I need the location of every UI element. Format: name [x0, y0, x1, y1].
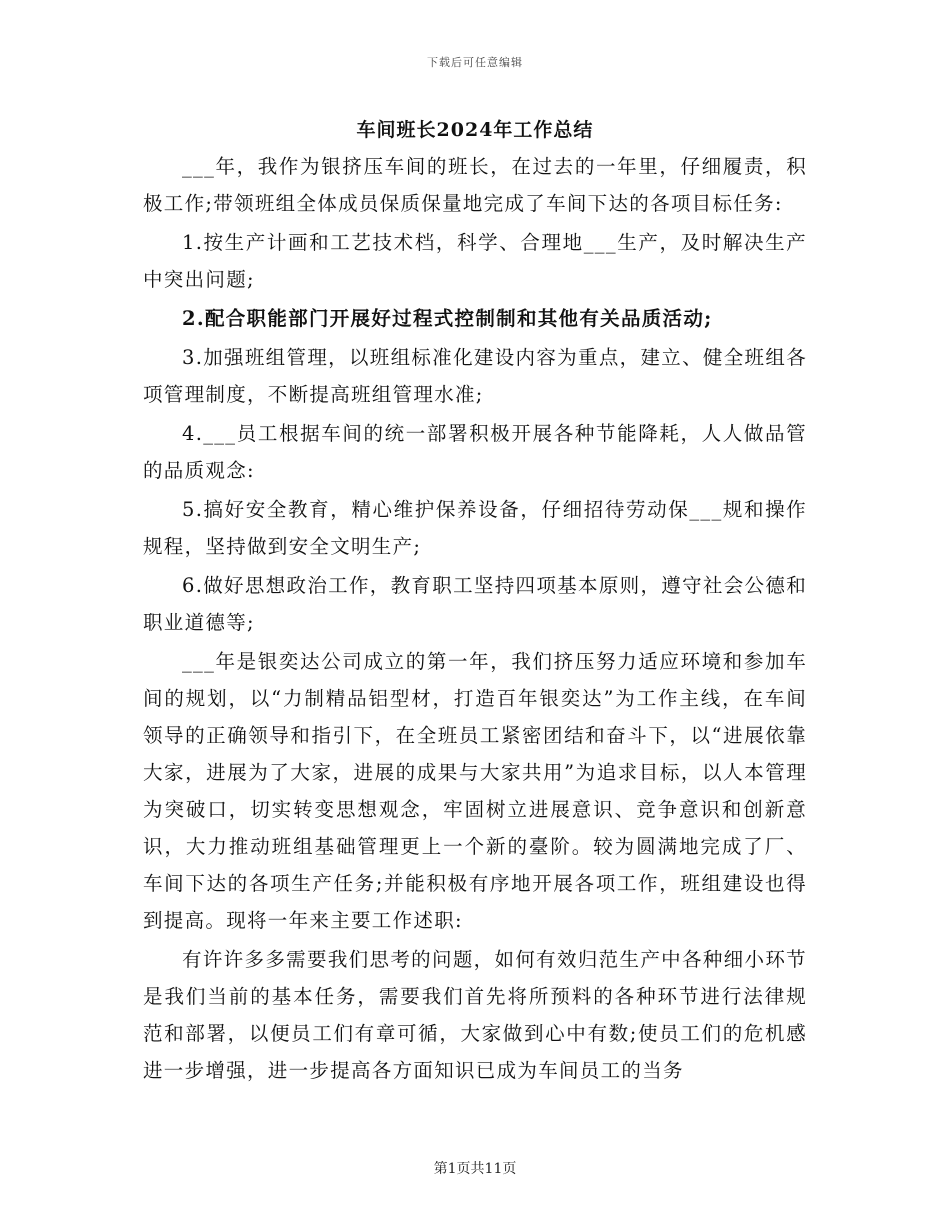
page-number: 第1页共11页 [433, 1161, 517, 1177]
paragraph-item-4: 4.___员工根据车间的统一部署积极开展各种节能降耗，人人做品管的品质观念: [143, 422, 807, 482]
paragraph-item-6: 6.做好思想政治工作，教育职工坚持四项基本原则，遵守社会公德和职业道德等; [143, 574, 807, 634]
paragraph-item-1: 1.按生产计画和工艺技术档，科学、合理地___生产，及时解决生产中突出问题; [143, 231, 807, 291]
paragraph-item-2: 2.配合职能部门开展好过程式控制制和其他有关品质活动; [182, 307, 713, 330]
document-title: 车间班长2024年工作总结 [356, 119, 594, 141]
paragraph-reflection: 有许许多多需要我们思考的问题，如何有效归范生产中各种细小环节是我们当前的基本任务，需要我们首先将所预料的各种环节进行法律规范和部署，以便员工们有章可循，大家做到心中有数;使员工们的危机感进一步增强，进一步提高各方面知识已成为车间员工的当务 [143, 948, 807, 1082]
page-header: 下载后可任意编辑 [427, 56, 523, 69]
paragraph-overview: ___年是银奕达公司成立的第一年，我们挤压努力适应环境和参加车间的规划，以“力制精品铝型材，打造百年银奕达”为工作主线，在车间领导的正确领导和指引下，在全班员工紧密团结和奋斗下，以“进展依靠大家，进展为了大家，进展的成果与大家共用”为追求目标，以人本管理为突破口，切实转变思想观念，牢固树立进展意识、竞争意识和创新意识，大力推动班组基础管理更上一个新的臺阶。较为圆满地完成了厂、车间下达的各项生产任务;并能积极有序地开展各项工作，班组建设也得到提高。现将一年来主要工作述职: [143, 650, 807, 932]
paragraph-intro: ___年，我作为银挤压车间的班长，在过去的一年里，仔细履责，积极工作;带领班组全体成员保质保量地完成了车间下达的各项目标任务: [143, 155, 807, 215]
paragraph-item-5: 5.搞好安全教育，精心维护保养设备，仔细招待劳动保___规和操作规程，坚持做到安全文明生产; [143, 498, 807, 558]
document-body [143, 148, 807, 1091]
paragraph-item-3: 3.加强班组管理，以班组标准化建设内容为重点，建立、健全班组各项管理制度，不断提高班组管理水准; [143, 346, 807, 406]
